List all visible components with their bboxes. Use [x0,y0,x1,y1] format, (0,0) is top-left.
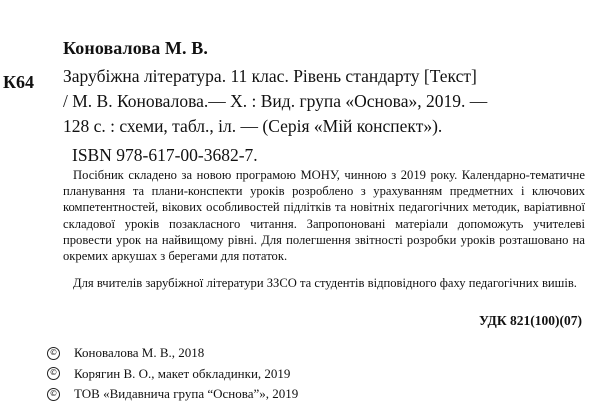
classification-code: К64 [3,72,35,92]
copyright-row [47,364,298,385]
copyright-text: ТОВ «Видавнича група “Основа”», 2019 [74,386,299,401]
copyright-row [47,384,298,405]
copyright-icon: © [47,347,60,360]
copyright-icon: © [47,367,60,380]
isbn: ISBN 978-617-00-3682-7. [72,145,258,165]
biblio-line-1: Зарубіжна література. 11 клас. Рівень стандарту [Текст] [63,66,477,86]
copyright-icon: © [47,388,60,401]
annotation-paragraph: Посібник складено за новою програмою МОНУ, чинною з 2019 року. Календарно-тематичне планування та плани-конспекти уроків розроблено з урахуванням предметних і ключових компетентностей, вікових особливостей підлітків та новітніх педагогічних методик, варіативної складової уроків позакласного читання. Запропоновані матеріали допоможуть учителеві провести урок на найвищому рівні. Для полегшення звітності розробки уроків розташовано на окремих аркушах з берегами для потаток. [63,168,585,264]
audience-paragraph: Для вчителів зарубіжної літератури ЗЗСО та студентів відповідного фаху педагогічних вишів. [73,276,577,290]
copyright-text: Корягин В. О., макет обкладинки, 2019 [74,365,291,381]
copyright-row [47,343,298,364]
udk-code: УДК 821(100)(07) [479,313,582,328]
copyright-list [47,343,298,405]
biblio-line-2: / М. В. Коновалова.— Х. : Вид. група «Основа», 2019. — [63,91,488,111]
biblio-line-3: 128 с. : схеми, табл., іл. — (Серія «Мій конспект»). [63,116,443,136]
author-heading: Коновалова М. В. [63,38,208,58]
bibliographic-description [63,64,583,139]
copyright-text: Коновалова М. В., 2018 [74,345,205,360]
